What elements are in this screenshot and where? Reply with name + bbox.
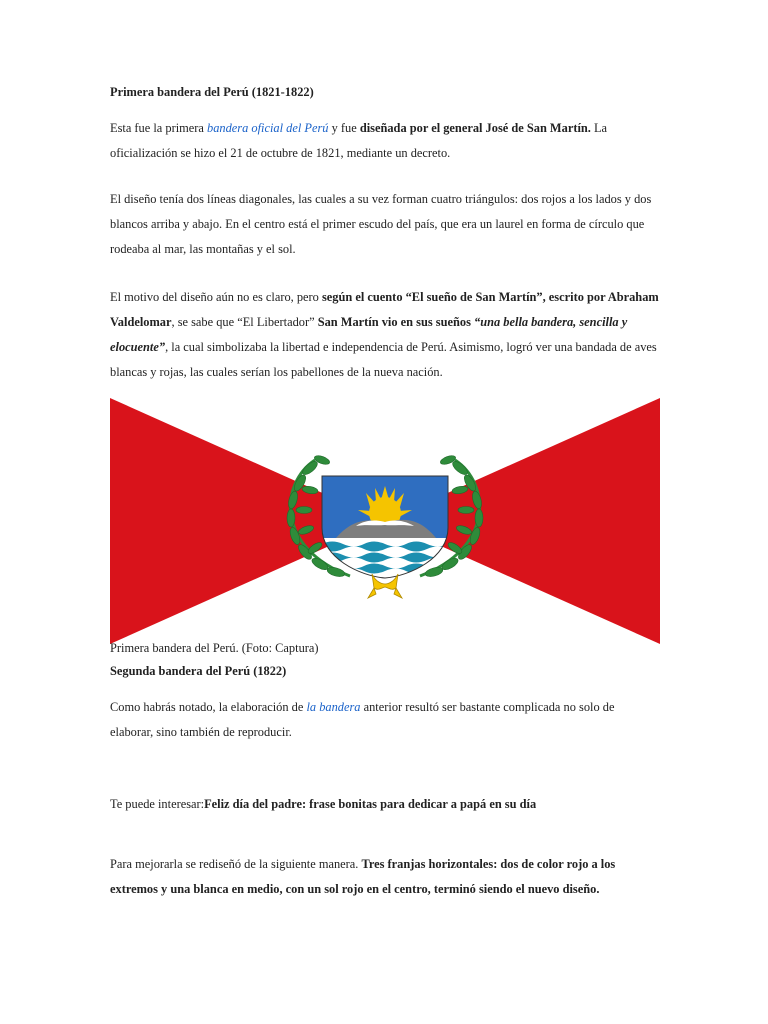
interest-link-text[interactable]: Feliz día del padre: frase bonitas para dedicar a papá en su día	[204, 797, 537, 811]
bold-text: San Martín vio en sus sueños	[317, 315, 471, 329]
paragraph-second-intro	[110, 695, 660, 745]
section-heading-1: Primera bandera del Perú (1821-1822)	[110, 85, 314, 99]
first-peru-flag-image	[110, 398, 660, 644]
paragraph-redesign	[110, 852, 660, 902]
text: y fue	[328, 121, 360, 135]
bold-italic-quote: “una bella bandera, sencilla y elocuente”	[110, 315, 628, 354]
text: Esta fue la primera	[110, 121, 208, 135]
flag-caption: Primera bandera del Perú. (Foto: Captura)	[110, 641, 319, 655]
bold-text: según el cuento “El sueño de San Martín”, escrito por Abraham Valdelomar	[110, 290, 659, 329]
text: anterior resultó ser bastante complicada no solo de elaborar, sino también de reproducir.	[110, 700, 615, 739]
text: , la cual simbolizaba la libertad e independencia de Perú. Asimismo, logró ver una bandada de aves blancas y rojas, las cuales serían los pabellones de la nueva nación.	[110, 340, 657, 379]
bold-text: diseñada por el general José de San Martín.	[359, 121, 591, 135]
paragraph-design: El diseño tenía dos líneas diagonales, las cuales a su vez forman cuatro triángulos: dos rojos a los lados y dos blancos arriba y abajo. En el centro está el primer escudo del país, que era un laurel en forma de círculo que rodeaba al mar, las montañas y el sol.	[110, 192, 652, 256]
link-bandera-oficial[interactable]: bandera oficial del Perú	[207, 121, 329, 135]
bold-text: Tres franjas horizontales: dos de color rojo a los extremos y una blanca en medio, con un sol rojo en el centro, terminó siendo el nuevo diseño.	[110, 857, 616, 896]
paragraph-interest	[110, 792, 660, 817]
paragraph-intro	[110, 116, 660, 166]
text: Te puede interesar:	[110, 797, 205, 811]
paragraph-motive	[110, 285, 660, 385]
section-heading-2: Segunda bandera del Perú (1822)	[110, 664, 287, 678]
text: La oficialización se hizo el 21 de octubre de 1821, mediante un decreto.	[110, 121, 608, 160]
text: El motivo del diseño aún no es claro, pero	[110, 290, 322, 304]
text: Como habrás notado, la elaboración de	[110, 700, 307, 714]
text: , se sabe que “El Libertador”	[171, 315, 318, 329]
text: Para mejorarla se rediseñó de la siguiente manera.	[110, 857, 362, 871]
link-la-bandera[interactable]: la bandera	[306, 700, 361, 714]
